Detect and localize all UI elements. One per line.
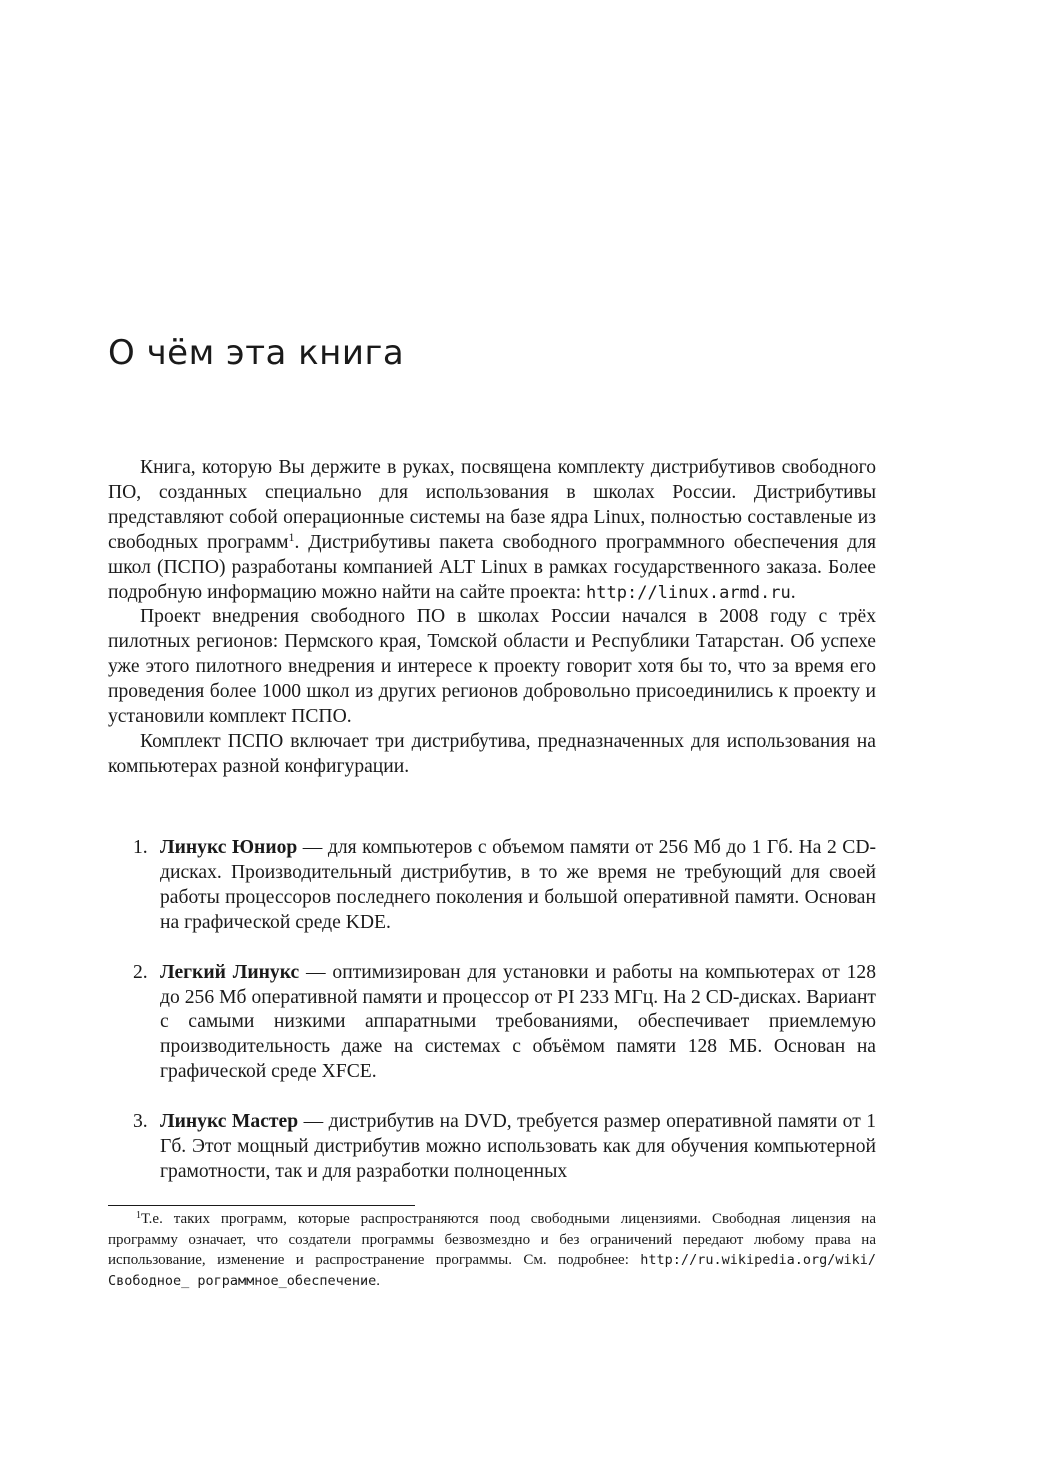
distro-description: — для компьютеров с объемом памяти от 256 Мб до 1 Гб. На 2 CD-дисках. Производительный дистрибутив, в то же время не требующий для своей работы процессоров последнего поколения и большой оперативной памяти. Основан на графической среде KDE. [160, 837, 876, 933]
list-item [108, 961, 876, 1086]
list-item-number: 2. [133, 961, 148, 983]
intro-paragraph-1 [108, 456, 876, 605]
distro-description: — дистрибутив на DVD, требуется размер оперативной памяти от 1 Гб. Этот мощный дистрибутив можно использовать как для обучения компьютерной грамотности, так и для разработки полноценных [160, 1111, 877, 1182]
distro-name: Линукс Юниор [160, 837, 298, 858]
project-url-link[interactable]: http://linux.armd.ru [586, 582, 791, 603]
chapter-title: О чём эта книга [108, 333, 405, 373]
intro-p1-end: . [790, 581, 796, 603]
footnote-divider [108, 1205, 415, 1206]
intro-section [108, 456, 876, 780]
distro-name: Легкий Линукс [160, 961, 300, 983]
intro-paragraph-3: Комплект ПСПО включает три дистрибутива, предназначенных для использования на компьютерах разной конфигурации. [108, 730, 876, 777]
intro-paragraph-2: Проект внедрения свободного ПО в школах России начался в 2008 году с трёх пилотных регионов: Пермского края, Томской области и Республики Татарстан. Об успехе уже этого пилотного внедрения и интересе к проекту говорит хотя бы то, что за время его проведения более 1000 школ из других регионов добровольно присоединились к проекту и установили комплект ПСПО. [108, 606, 876, 728]
footnote-mark: 1 [136, 1210, 141, 1221]
distro-list [108, 836, 876, 1210]
footnote-text: Т.е. таких программ, которые распространяются поод свободными лицензиями. Свободная лицензия на программу означает, что создатели программы безвозмездно и без ограничений передают любому права на использование, изменение и распространение программы. См. подробнее: [108, 1211, 876, 1268]
list-item [108, 836, 876, 936]
wikipedia-url-link[interactable]: http://ru.wikipedia.org/wiki/Свободное_ рограммное_обеспечение [108, 1252, 876, 1289]
list-item [108, 1110, 876, 1185]
footnote [108, 1209, 876, 1291]
list-item-number: 1. [133, 837, 148, 858]
intro-p1-text-continued: . Дистрибутивы пакета свободного программного обеспечения для школ (ПСПО) разработаны компанией ALT Linux в рамках государственного заказа. Более подробную информацию можно найти на сайте проекта: [108, 531, 876, 603]
intro-p1-text: Книга, которую Вы держите в руках, посвящена комплекту дистрибутивов свободного ПО, созданных специально для использования в школах России. Дистрибутивы представляют собой операционные системы на базе ядра Linux, полностью составленые из свободных программ [108, 457, 876, 553]
list-item-number: 3. [133, 1111, 148, 1133]
footnote-reference[interactable]: 1 [288, 529, 295, 544]
footnote-end: . [376, 1272, 380, 1289]
distro-name: Линукс Мастер [160, 1111, 299, 1133]
distro-description: — оптимизирован для установки и работы на компьютерах от 128 до 256 Мб оперативной памяти и процессор от PI 233 МГц. На 2 CD-дисках. Вариант с самыми низкими аппаратными требованиями, обеспечивает приемлемую производительность даже на системах с объёмом памяти 128 МБ. Основан на графической среде XFCE. [160, 961, 876, 1083]
